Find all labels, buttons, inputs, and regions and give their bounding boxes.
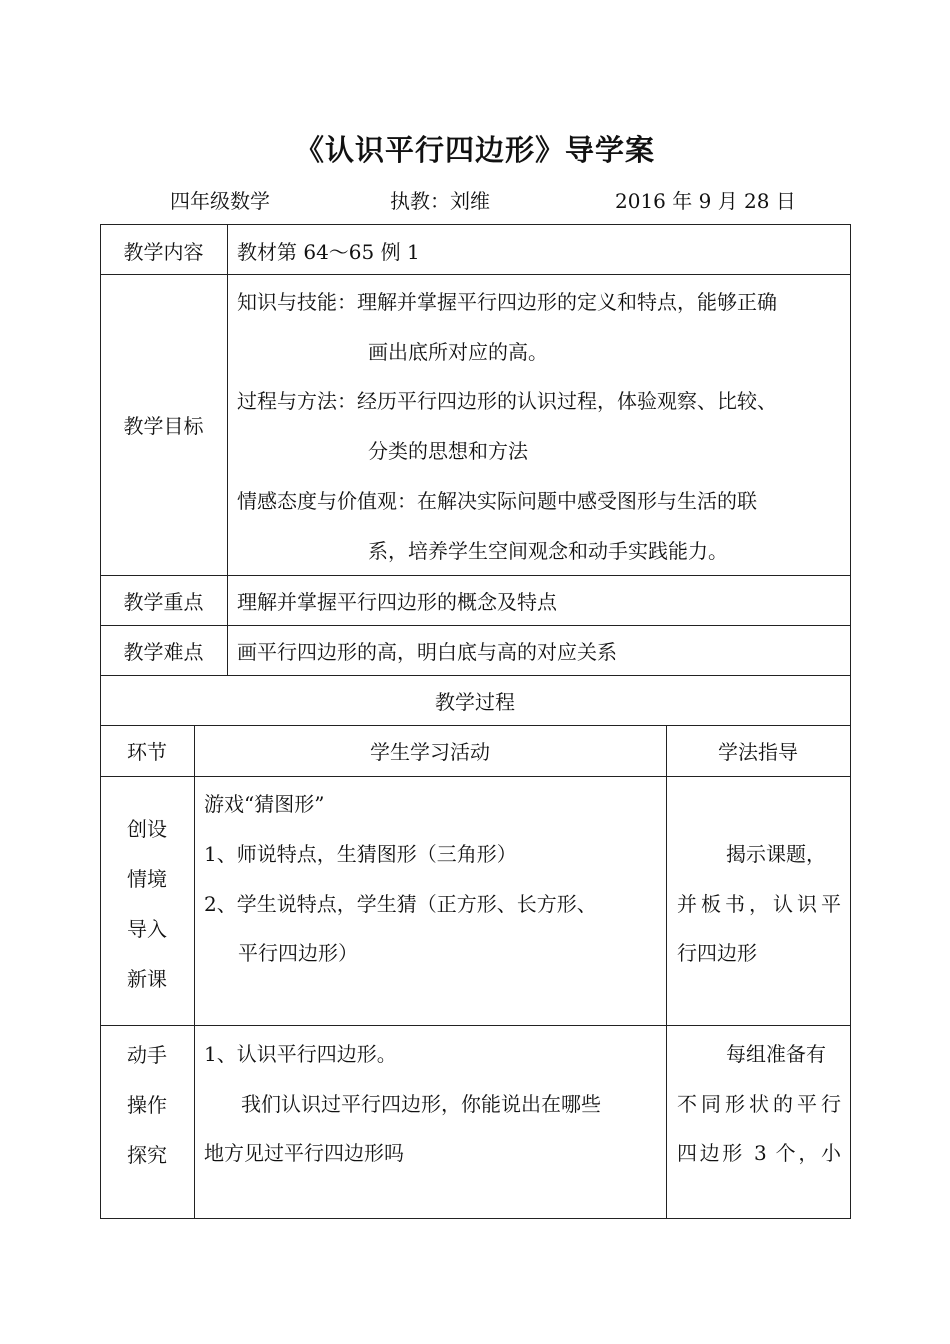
stage1-guide-3: 行四边形 [677,941,757,965]
table-line [100,575,851,576]
key-value: 理解并掌握平行四边形的概念及特点 [237,590,557,614]
stage1-activity-2: 1、师说特点，生猜图形（三角形） [204,842,517,866]
stage1-guide-1: 揭示课题， [726,842,826,866]
table-line [100,625,851,626]
stage1-name [100,804,194,1004]
stage2-guide-2: 不同形状的平行 [677,1092,841,1116]
table-line [100,1218,851,1219]
difficult-label: 教学难点 [123,640,204,664]
table-line [100,675,851,676]
teacher-label: 执教：刘维 [390,189,490,213]
table-line [850,224,851,1219]
page-title: 《认识平行四边形》导学案 [294,133,655,167]
stage2-name-line: 动手 [127,1043,167,1067]
stage1-name-line: 创设 [127,817,167,841]
stage2-name-line: 操作 [127,1093,167,1117]
stage2-activity-2: 我们认识过平行四边形，你能说出在哪些 [241,1092,601,1116]
column-guide: 学法指导 [718,740,798,764]
stage2-guide-3: 四边形 3 个，小 [677,1141,841,1165]
stage1-activity-3: 2、学生说特点，学生猜（正方形、长方形、 [204,892,597,916]
subject-label: 四年级数学 [170,189,270,213]
goal-process-cont: 分类的思想和方法 [368,439,528,463]
table-line [100,1025,851,1026]
stage1-name-line: 情境 [127,867,167,891]
content-value: 教材第 64～65 例 1 [237,240,420,264]
process-heading: 教学过程 [435,690,515,714]
column-stage: 环节 [127,740,167,764]
stage1-activity-4: 平行四边形） [238,941,358,965]
table-line [227,224,228,675]
table-line [666,725,667,1219]
goals-label: 教学目标 [123,414,204,438]
table-line [100,776,851,777]
stage2-name [100,1030,194,1180]
content-label: 教学内容 [123,240,204,264]
table-line [100,224,851,225]
goal-attitude: 情感态度与价值观：在解决实际问题中感受图形与生活的联 [237,489,757,513]
goal-process: 过程与方法：经历平行四边形的认识过程，体验观察、比较、 [237,389,777,413]
goal-knowledge-cont: 画出底所对应的高。 [368,340,548,364]
stage2-activity-1: 1、认识平行四边形。 [204,1042,397,1066]
stage2-guide-1: 每组准备有 [726,1042,826,1066]
column-activity: 学生学习活动 [370,740,490,764]
table-line [100,725,851,726]
goal-attitude-cont: 系，培养学生空间观念和动手实践能力。 [368,539,728,563]
date-label: 2016 年 9 月 28 日 [615,189,796,213]
key-label: 教学重点 [123,590,204,614]
goal-knowledge: 知识与技能：理解并掌握平行四边形的定义和特点，能够正确 [237,290,777,314]
stage1-name-line: 新课 [127,967,167,991]
stage1-activity-1: 游戏“猜图形” [204,792,325,816]
table-line [194,725,195,1219]
stage2-activity-3: 地方见过平行四边形吗 [204,1141,404,1165]
stage1-name-line: 导入 [127,917,167,941]
table-line [100,274,851,275]
difficult-value: 画平行四边形的高，明白底与高的对应关系 [237,640,617,664]
stage1-guide-2: 并板书，认识平 [677,892,841,916]
stage2-name-line: 探究 [127,1143,167,1167]
